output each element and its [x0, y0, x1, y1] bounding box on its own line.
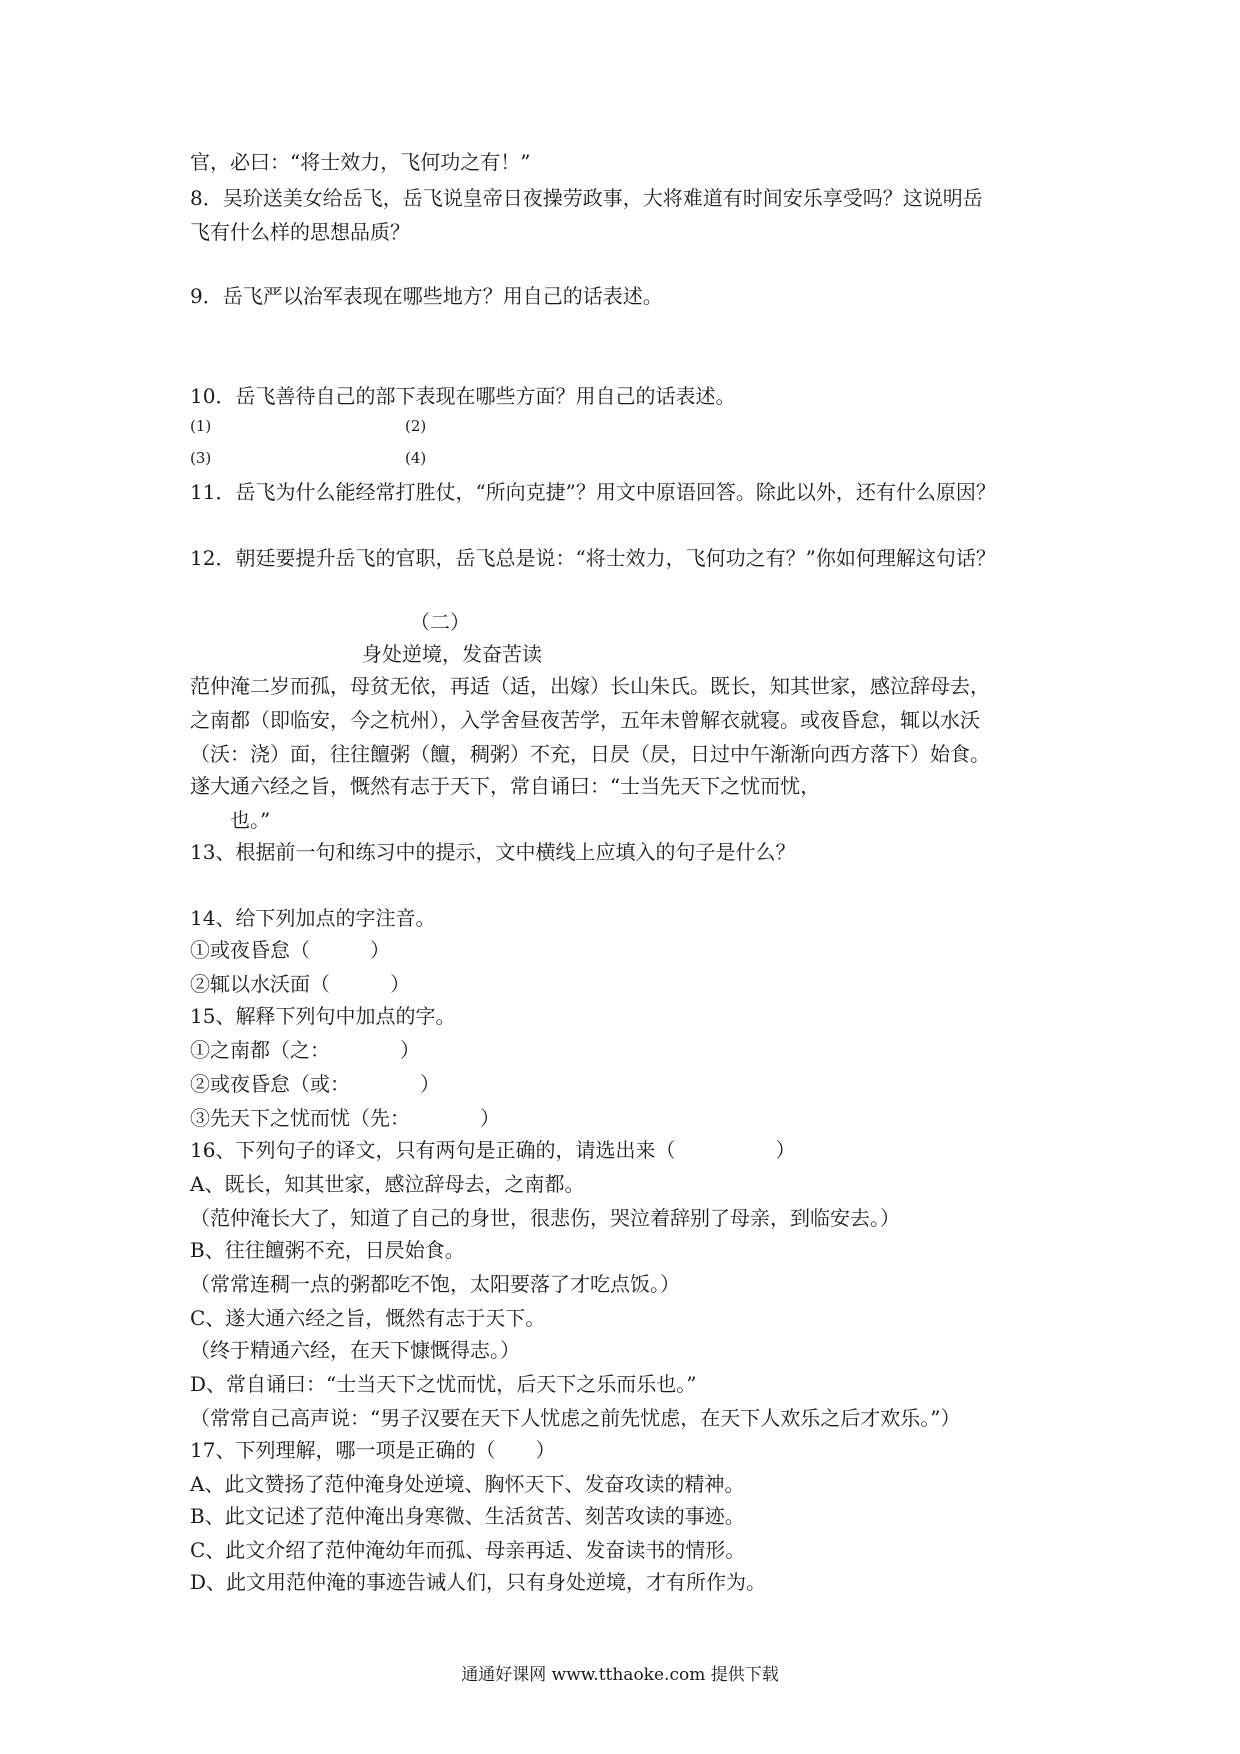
answer-slot-3: (3)	[190, 449, 212, 467]
option-d: D、此文用范仲淹的事迹告诫人们，只有身处逆境，才有所作为。	[190, 1570, 767, 1594]
question-17: 17、下列理解，哪一项是正确的（ ）	[190, 1438, 556, 1462]
option-b: B、此文记述了范仲淹出身寒微、生活贫苦、刻苦攻读的事迹。	[190, 1504, 745, 1528]
option-d-translation: （常常自己高声说：“男子汉要在天下人忧虑之前先忧虑，在天下人欢乐之后才欢乐。”）	[190, 1406, 961, 1430]
question-9: 9．岳飞严以治军表现在哪些地方？用自己的话表述。	[190, 284, 663, 308]
question-item: ③先天下之忧而忧（先： ）	[190, 1106, 500, 1130]
passage-line: 范仲淹二岁而孤，母贫无依，再适（适，出嫁）长山朱氏。既长，知其世家，感泣辞母去，	[190, 674, 990, 698]
text-line: 官，必曰：“将士效力，飞何功之有！”	[190, 150, 531, 174]
passage-line: （沃：浇）面，往往饘粥（饘，稠粥）不充，日昃（昃，日过中午渐渐向西方落下）始食。	[190, 742, 990, 766]
option-a: A、既长，知其世家，感泣辞母去，之南都。	[190, 1172, 585, 1196]
option-b-translation: （常常连稠一点的粥都吃不饱，太阳要落了才吃点饭。）	[190, 1272, 680, 1296]
question-item: ②或夜昏怠（或： ）	[190, 1072, 440, 1096]
option-d: D、常自诵曰：“士当天下之忧而忧，后天下之乐而乐也。”	[190, 1372, 697, 1396]
passage-line: 之南都（即临安，今之杭州），入学舍昼夜苦学，五年未曾解衣就寝。或夜昏怠，辄以水沃	[190, 708, 980, 732]
question-11: 11．岳飞为什么能经常打胜仗，“所向克捷”？用文中原语回答。除此以外，还有什么原因？	[190, 480, 996, 504]
question-8: 8．吴玠送美女给岳飞，岳飞说皇帝日夜操劳政事，大将难道有时间安乐享受吗？这说明岳	[190, 186, 983, 210]
question-10: 10．岳飞善待自己的部下表现在哪些方面？用自己的话表述。	[190, 384, 736, 408]
question-16: 16、下列句子的译文，只有两句是正确的，请选出来（ ）	[190, 1138, 796, 1162]
option-a: A、此文赞扬了范仲淹身处逆境、胸怀天下、发奋攻读的精神。	[190, 1472, 745, 1496]
passage-line: 也。”	[230, 808, 271, 832]
section-number: （二）	[410, 610, 470, 634]
question-13: 13、根据前一句和练习中的提示，文中横线上应填入的句子是什么？	[190, 840, 796, 864]
question-item: ①或夜昏怠（ ）	[190, 938, 390, 962]
option-a-translation: （范仲淹长大了，知道了自己的身世，很悲伤，哭泣着辞别了母亲，到临安去。）	[190, 1206, 900, 1230]
page-footer: 通通好课网 www.tthaoke.com 提供下载	[461, 1665, 779, 1685]
text-line: 飞有什么样的思想品质？	[190, 220, 410, 244]
question-item: ②辄以水沃面（ ）	[190, 972, 410, 996]
option-b: B、往往饘粥不充，日昃始食。	[190, 1238, 465, 1262]
question-12: 12．朝廷要提升岳飞的官职，岳飞总是说：“将士效力，飞何功之有？”你如何理解这句话？	[190, 546, 996, 570]
question-14: 14、给下列加点的字注音。	[190, 906, 436, 930]
question-item: ①之南都（之： ）	[190, 1038, 420, 1062]
passage-title: 身处逆境，发奋苦读	[362, 642, 542, 666]
option-c: C、此文介绍了范仲淹幼年而孤、母亲再适、发奋读书的情形。	[190, 1538, 746, 1562]
option-c: C、遂大通六经之旨，慨然有志于天下。	[190, 1306, 546, 1330]
question-15: 15、解释下列句中加点的字。	[190, 1004, 456, 1028]
option-c-translation: （终于精通六经，在天下慷慨得志。）	[190, 1338, 520, 1362]
answer-slot-2: (2)	[405, 417, 427, 435]
answer-slot-1: (1)	[190, 417, 212, 435]
answer-slot-4: (4)	[405, 449, 427, 467]
passage-line: 遂大通六经之旨，慨然有志于天下，常自诵曰：“士当先天下之忧而忧，	[190, 774, 821, 798]
